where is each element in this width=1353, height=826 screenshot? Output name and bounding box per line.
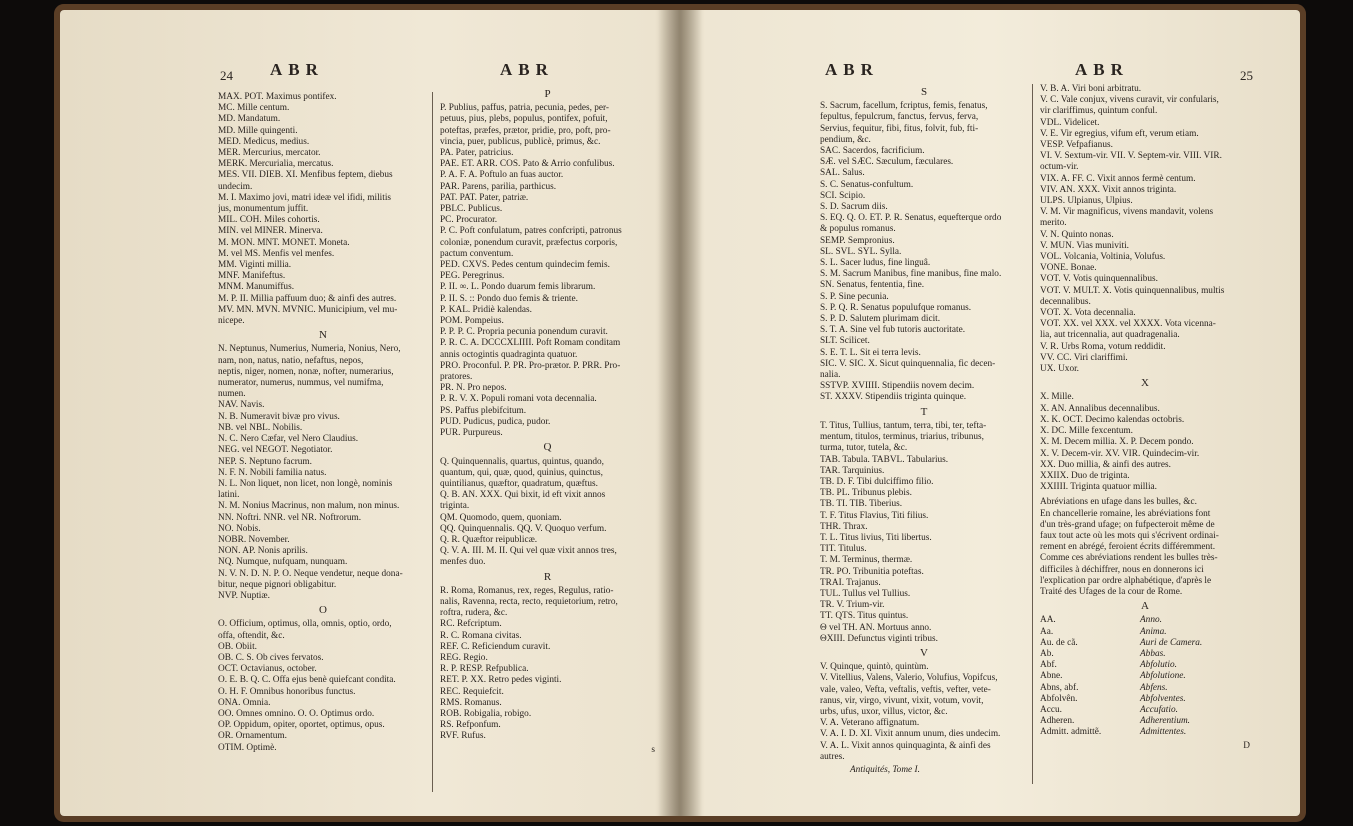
- abbreviation-cell: Abf.: [1040, 660, 1057, 671]
- entry-line: P. II. ∞. L. Pondo duarum femis librarum.: [440, 282, 596, 293]
- entry-line: nicepe.: [218, 316, 245, 327]
- entry-line: S. Sacrum, facellum, fcriptus, femis, fenatus,: [820, 101, 988, 112]
- entry-line: REC. Requiefcit.: [440, 686, 504, 697]
- entry-line: T. L. Titus livius, Titi libertus.: [820, 532, 932, 543]
- section-letter: T: [920, 405, 928, 418]
- entry-line: SAC. Sacerdos, facrificium.: [820, 146, 925, 157]
- entry-line: poteftas, præfes, prætor, pridie, pro, poft, pro-: [440, 125, 611, 136]
- entry-line: NO. Nobis.: [218, 523, 261, 534]
- entry-line: P. P. P. C. Propria pecunia ponendum curavit.: [440, 327, 608, 338]
- entry-line: N. B. Numeravit bivæ pro vivus.: [218, 411, 340, 422]
- entry-line: pratores.: [440, 372, 473, 383]
- entry-line: neptis, niger, nomen, nonæ, nofter, numerarius,: [218, 366, 394, 377]
- entry-line: ONA. Omnia.: [218, 697, 271, 708]
- right-column-2: [1040, 84, 1250, 752]
- entry-line: MNM. Manumiffus.: [218, 282, 295, 293]
- entry-line: Abréviations en ufage dans les bulles, &c.: [1040, 497, 1197, 508]
- entry-line: V. A. Veterano affignatum.: [820, 718, 920, 729]
- entry-line: TAB. Tabula. TABVL. Tabularius.: [820, 454, 949, 465]
- entry-line: OTIM. Optimè.: [218, 742, 277, 753]
- entry-line: quantum, qui, quæ, quod, quinius, quinctus,: [440, 467, 603, 478]
- table-row: [1040, 671, 1250, 682]
- entry-line: TR. V. Trium-vir.: [820, 600, 885, 611]
- entry-line: RVF. Rufus.: [440, 731, 486, 742]
- entry-line: fepultus, fepulcrum, fanctus, fervus, ferva,: [820, 112, 979, 123]
- meaning-cell: Accufatio.: [1140, 704, 1178, 715]
- entry-line: roftra, rudera, &c.: [440, 608, 508, 619]
- entry-line: MED. Medicus, medius.: [218, 136, 310, 147]
- entry-line: M. P. II. Millia paffuum duo; & ainfi des autres.: [218, 293, 397, 304]
- entry-line: RS. Refponfum.: [440, 720, 501, 731]
- entry-line: T. F. Titus Flavius, Titi filius.: [820, 510, 929, 521]
- entry-line: REG. Regio.: [440, 652, 488, 663]
- entry-line: NON. AP. Nonis aprilis.: [218, 546, 308, 557]
- entry-line: VOT. XX. vel XXX. vel XXXX. Vota vicenna-: [1040, 319, 1216, 330]
- entry-line: mentum, titulos, terminus, triarius, tribunus,: [820, 432, 984, 443]
- entry-line: SN. Senatus, fententia, fine.: [820, 280, 925, 291]
- entry-line: PBLC. Publicus.: [440, 204, 503, 215]
- abbreviation-cell: Adheren.: [1040, 716, 1075, 727]
- left-page: [60, 10, 680, 816]
- entry-line: P. R. C. A. DCCCXLIIII. Poft Romam conditam: [440, 338, 621, 349]
- entry-line: N. C. Nero Cæfar, vel Nero Claudius.: [218, 434, 359, 445]
- entry-line: NN. Noftri. NNR. vel NR. Noftrorum.: [218, 512, 362, 523]
- table-row: [1040, 716, 1250, 727]
- entry-line: MER. Mercurius, mercator.: [218, 148, 321, 159]
- meaning-cell: Adherentium.: [1140, 716, 1191, 727]
- entry-line: TB. TI. TIB. Tiberius.: [820, 499, 903, 510]
- entry-line: S. T. A. Sine vel fub tutoris auctoritate.: [820, 325, 966, 336]
- entry-line: S. P. Q. R. Senatus populufque romanus.: [820, 302, 972, 313]
- entry-line: vale, valeo, Vefta, veftalis, veftis, vefter, vete-: [820, 684, 991, 695]
- entry-line: RET. P. XX. Retro pedes viginti.: [440, 675, 562, 686]
- right-page: [680, 10, 1300, 816]
- table-row: [1040, 649, 1250, 660]
- entry-line: numen.: [218, 389, 246, 400]
- entry-line: SSTVP. XVIIII. Stipendiis novem decim.: [820, 381, 975, 392]
- entry-line: MERK. Mercurialia, mercatus.: [218, 159, 334, 170]
- entry-line: pendium, &c.: [820, 134, 871, 145]
- entry-line: & populus romanus.: [820, 224, 896, 235]
- entry-line: VOT. V. MULT. X. Votis quinquennalibus, multis: [1040, 285, 1225, 296]
- entry-line: T. M. Terminus, thermæ.: [820, 555, 913, 566]
- entry-line: numerator, numerus, nummus, vel numifma,: [218, 378, 384, 389]
- entry-line: PA. Pater, patricius.: [440, 148, 514, 159]
- entry-line: VONE. Bonae.: [1040, 263, 1097, 274]
- entry-line: ST. XXXV. Stipendiis triginta quinque.: [820, 392, 967, 403]
- entry-line: QM. Quomodo, quem, quoniam.: [440, 512, 562, 523]
- entry-line: O. Officium, optimus, olla, omnis, optio, ordo,: [218, 619, 392, 630]
- table-row: [1040, 615, 1250, 626]
- table-row: [1040, 638, 1250, 649]
- page-number-left: 24: [220, 68, 233, 83]
- entry-line: offa, oftendit, &c.: [218, 630, 285, 641]
- entry-line: MAX. POT. Maximus pontifex.: [218, 92, 337, 102]
- entry-line: triginta.: [440, 501, 470, 512]
- entry-line: ΘXIII. Defunctus viginti tribus.: [820, 633, 938, 644]
- column-rule-right: [1032, 84, 1033, 784]
- entry-line: latini.: [218, 490, 240, 501]
- entry-line: VV. CC. Viri clariffimi.: [1040, 352, 1128, 363]
- entry-line: SAL. Salus.: [820, 168, 865, 179]
- entry-line: TB. D. F. Tibi dulciffimo filio.: [820, 476, 934, 487]
- table-row: [1040, 727, 1250, 738]
- entry-line: pactum conventum.: [440, 248, 514, 259]
- entry-line: N. F. N. Nobili familia natus.: [218, 467, 327, 478]
- abbreviation-cell: Au. de cã.: [1040, 637, 1078, 648]
- entry-line: ROB. Robigalia, robigo.: [440, 708, 532, 719]
- entry-line: S. C. Senatus-confultum.: [820, 179, 914, 190]
- entry-line: S. P. Sine pecunia.: [820, 291, 889, 302]
- entry-line: SCI. Scipio.: [820, 190, 866, 201]
- entry-line: X. Mille.: [1040, 392, 1074, 403]
- entry-line: l'explication par ordre alphabétique, d'après le: [1040, 575, 1212, 586]
- entry-line: NQ. Numque, nufquam, nunquam.: [218, 557, 348, 568]
- entry-line: V. MUN. Vias muniviti.: [1040, 240, 1129, 251]
- entry-line: QQ. Quinquennalis. QQ. V. Quoquo verfum.: [440, 523, 607, 534]
- entry-line: SÆ. vel SÆC. Sæculum, fæculares.: [820, 157, 954, 168]
- abbreviation-cell: Abns, abf.: [1040, 682, 1079, 693]
- entry-line: S. L. Sacer ludus, fine linguâ.: [820, 258, 931, 269]
- entry-line: MNF. Manifeftus.: [218, 271, 286, 282]
- entry-line: P. A. F. A. Poftulo an fuas auctor.: [440, 170, 564, 181]
- entry-line: P. C. Poft confulatum, patres confcripti, patronus: [440, 226, 622, 237]
- entry-line: REF. C. Reficiendum curavit.: [440, 641, 551, 652]
- entry-line: RMS. Romanus.: [440, 697, 502, 708]
- entry-line: vincia, puer, publicus, publicè, primus, &c.: [440, 136, 601, 147]
- entry-line: V. C. Vale conjux, vivens curavit, vir confularis,: [1040, 95, 1219, 106]
- entry-line: S. M. Sacrum Manibus, fine manibus, fine malo.: [820, 269, 1002, 280]
- entry-line: MV. MN. MVN. MVNIC. Municipium, vel mu-: [218, 304, 398, 315]
- entry-line: MD. Mandatum.: [218, 114, 281, 125]
- meaning-cell: Anima.: [1140, 626, 1167, 637]
- entry-line: faux tout acte où les mots qui s'écrivent ordinai-: [1040, 530, 1219, 541]
- entry-line: Q. R. Quæftor reipublicæ.: [440, 534, 538, 545]
- entry-line: VI. V. Sextum-vir. VII. V. Septem-vir. VIII. VIR.: [1040, 151, 1222, 162]
- entry-line: petuus, pius, plebs, populus, pontifex, pofuit,: [440, 114, 608, 125]
- entry-line: P. II. S. :: Pondo duo femis & triente.: [440, 293, 578, 304]
- entry-line: undecim.: [218, 181, 253, 192]
- entry-line: NVP. Nuptiæ.: [218, 590, 270, 601]
- entry-line: TR. PO. Tribunitia poteftas.: [820, 566, 924, 577]
- entry-line: OO. Omnes omnino. O. O. Optimus ordo.: [218, 708, 375, 719]
- abbreviation-table: [1040, 615, 1250, 738]
- entry-line: MIL. COH. Miles cohortis.: [218, 215, 320, 226]
- entry-line: V. A. I. D. XI. Vixit annum unum, dies undecim.: [820, 729, 1001, 740]
- left-column-1: [218, 92, 428, 754]
- entry-line: MIN. vel MINER. Minerva.: [218, 226, 323, 237]
- table-row: [1040, 705, 1250, 716]
- entry-line: urbs, ufus, uxor, villus, victor, &c.: [820, 706, 948, 717]
- section-letter: Q: [543, 441, 552, 454]
- open-book: [60, 10, 1300, 816]
- entry-line: S. EQ. Q. O. ET. P. R. Senatus, equefterque ordo: [820, 213, 1002, 224]
- entry-line: M. vel MS. Menfis vel menfes.: [218, 248, 335, 259]
- entry-line: autres.: [820, 751, 845, 762]
- entry-line: jus, monumentum juffit.: [218, 204, 309, 215]
- volume-footer: Antiquités, Tome I.: [850, 764, 920, 775]
- entry-line: VOT. V. Votis quinquennalibus.: [1040, 274, 1158, 285]
- entry-line: OB. Obiit.: [218, 641, 257, 652]
- entry-line: PED. CXVS. Pedes centum quindecim femis.: [440, 260, 610, 271]
- entry-line: TB. PL. Tribunus plebis.: [820, 488, 912, 499]
- entry-line: X. K. OCT. Decimo kalendas octobris.: [1040, 414, 1185, 425]
- entry-line: N. M. Nonius Macrinus, non malum, non minus.: [218, 501, 400, 512]
- entry-line: VOL. Volcania, Voltinia, Volufus.: [1040, 252, 1166, 263]
- entry-line: quintilianus, quæftor, quadratum, quæftus.: [440, 478, 598, 489]
- right-column-1: [820, 84, 1028, 776]
- meaning-cell: Anno.: [1140, 615, 1162, 626]
- entry-line: PRO. Proconful. P. PR. Pro-prætor. P. PRR. Pro-: [440, 360, 621, 371]
- entry-line: VESP. Vefpafianus.: [1040, 140, 1113, 151]
- signature-mark: s: [651, 744, 655, 755]
- entry-line: ranus, vir, virgo, vivunt, vixit, votum, vovit,: [820, 695, 984, 706]
- entry-line: N. Neptunus, Numerius, Numeria, Nonius, Nero,: [218, 344, 401, 355]
- entry-line: NEP. S. Neptuno facrum.: [218, 456, 312, 467]
- running-head-left-col2: ABR: [500, 60, 554, 79]
- entry-line: O. E. B. Q. C. Offa ejus benè quiefcant condita.: [218, 675, 396, 686]
- entry-line: V. Quinque, quintò, quintùm.: [820, 662, 929, 673]
- entry-line: P. R. V. X. Populi romani vota decennalia.: [440, 394, 597, 405]
- entry-line: T. Titus, Tullius, tantum, terra, tibi, ter, tefta-: [820, 420, 987, 431]
- section-letter: R: [543, 570, 552, 583]
- entry-line: ULPS. Ulpianus, Ulpius.: [1040, 196, 1133, 207]
- entry-line: TUL. Tullus vel Tullius.: [820, 588, 911, 599]
- entry-line: XX. Duo millia, & ainfi des autres.: [1040, 459, 1171, 470]
- entry-line: THR. Thrax.: [820, 521, 868, 532]
- table-row: [1040, 683, 1250, 694]
- meaning-cell: Auri de Camera.: [1140, 637, 1203, 648]
- entry-line: PS. Paffus plebifcitum.: [440, 405, 527, 416]
- entry-line: TAR. Tarquinius.: [820, 465, 885, 476]
- entry-line: XXIIX. Duo de triginta.: [1040, 470, 1130, 481]
- entry-line: M. I. Maximo jovi, matri ideæ vel ifidi, militis: [218, 192, 392, 203]
- entry-line: PAT. PAT. Pater, patriæ.: [440, 192, 529, 203]
- entry-line: RC. Refcriptum.: [440, 619, 502, 630]
- entry-line: S. P. D. Salutem plurimam dicit.: [820, 314, 941, 325]
- entry-line: menfes duo.: [440, 557, 486, 568]
- entry-line: rement en abrégé, feroient écrits différemment.: [1040, 542, 1216, 553]
- entry-line: OCT. Octavianus, october.: [218, 664, 317, 675]
- section-letter: N: [319, 329, 327, 342]
- signature-mark: D: [1243, 740, 1250, 751]
- entry-line: Servius, fequitur, fibi, fitus, folvit, fub, fti-: [820, 123, 979, 134]
- entry-line: merito.: [1040, 218, 1067, 229]
- entry-line: N. L. Non liquet, non licet, non longè, nominis: [218, 478, 393, 489]
- entry-line: X. DC. Mille fexcentum.: [1040, 426, 1133, 437]
- entry-line: PUR. Purpureus.: [440, 428, 503, 439]
- abbreviation-cell: Abne.: [1040, 671, 1063, 682]
- entry-line: PR. N. Pro nepos.: [440, 383, 507, 394]
- section-letter: V: [920, 646, 928, 659]
- table-row: [1040, 660, 1250, 671]
- section-letter: A: [1141, 600, 1149, 613]
- entry-line: annis octogintis quadraginta quatuor.: [440, 349, 578, 360]
- abbreviation-cell: Aa.: [1040, 626, 1054, 637]
- entry-line: OP. Oppidum, opiter, oportet, optimus, opus.: [218, 720, 385, 731]
- meaning-cell: Abfolutione.: [1140, 671, 1186, 682]
- entry-line: SL. SVL. SYL. Sylla.: [820, 246, 902, 257]
- entry-line: nam, non, natus, natio, nefaftus, nepos,: [218, 355, 364, 366]
- entry-line: Comme ces abréviations rendent les bulles très-: [1040, 553, 1218, 564]
- entry-line: Θ vel TH. AN. Mortuus anno.: [820, 622, 932, 633]
- entry-line: VOT. X. Vota decennalia.: [1040, 308, 1136, 319]
- entry-line: En chancellerie romaine, les abréviations font: [1040, 508, 1211, 519]
- entry-line: R. P. RESP. Refpublica.: [440, 664, 529, 675]
- entry-line: VDL. Videlicet.: [1040, 117, 1100, 128]
- meaning-cell: Abbas.: [1140, 648, 1166, 659]
- entry-line: P. Publius, paffus, patria, pecunia, pedes, per-: [440, 103, 610, 114]
- entry-line: X. M. Decem millia. X. P. Decem pondo.: [1040, 437, 1194, 448]
- meaning-cell: Admittentes.: [1140, 727, 1187, 738]
- entry-line: S. E. T. L. Sit ei terra levis.: [820, 347, 921, 358]
- abbreviation-cell: Abfolvên.: [1040, 693, 1078, 704]
- entry-line: X. V. Decem-vir. XV. VIR. Quindecim-vir.: [1040, 448, 1200, 459]
- column-rule-left: [432, 92, 433, 792]
- entry-line: NAV. Navis.: [218, 400, 265, 411]
- left-column-2: [440, 86, 655, 756]
- entry-line: PAE. ET. ARR. COS. Pato & Arrio confulibus.: [440, 159, 615, 170]
- entry-line: turma, tutor, tutela, &c.: [820, 443, 908, 454]
- entry-line: OB. C. S. Ob cives fervatos.: [218, 652, 324, 663]
- entry-line: vir clariffimus, quintum conful.: [1040, 106, 1158, 117]
- entry-line: R. C. Romana civitas.: [440, 630, 522, 641]
- entry-line: R. Roma, Romanus, rex, reges, Regulus, ratio-: [440, 585, 614, 596]
- entry-line: TIT. Titulus.: [820, 544, 867, 555]
- entry-line: PEG. Peregrinus.: [440, 271, 505, 282]
- entry-line: SIC. V. SIC. X. Sicut quinquennalia, fic decen-: [820, 358, 996, 369]
- entry-line: MC. Mille centum.: [218, 103, 290, 114]
- entry-line: X. AN. Annalibus decennalibus.: [1040, 403, 1160, 414]
- entry-line: TT. QTS. Titus quintus.: [820, 611, 909, 622]
- entry-line: nalia.: [820, 370, 841, 381]
- entry-line: UX. Uxor.: [1040, 364, 1079, 375]
- section-letter: O: [319, 604, 327, 617]
- entry-line: POM. Pompeius.: [440, 316, 504, 327]
- entry-line: SEMP. Sempronius.: [820, 235, 895, 246]
- entry-line: Q. B. AN. XXX. Qui bixit, id eft vixit annos: [440, 490, 606, 501]
- abbreviation-cell: Ab.: [1040, 648, 1054, 659]
- abbreviation-cell: Admitt. admittẽ.: [1040, 727, 1102, 738]
- meaning-cell: Abfolutio.: [1140, 660, 1177, 671]
- entry-line: PUD. Pudicus, pudica, pudor.: [440, 416, 551, 427]
- entry-line: PAR. Parens, parilia, parthicus.: [440, 181, 557, 192]
- entry-line: coloniæ, ponendum curavit, præfectus corporis,: [440, 237, 618, 248]
- entry-line: lia, aut tricennalia, aut quadragenalia.: [1040, 330, 1180, 341]
- entry-line: SLT. Scilicet.: [820, 336, 870, 347]
- entry-line: O. H. F. Omnibus honoribus functus.: [218, 686, 356, 697]
- entry-line: V. A. L. Vixit annos quinquaginta, & ainfi des: [820, 740, 991, 751]
- running-head-right-col2: ABR: [1075, 60, 1129, 79]
- entry-line: Q. V. A. III. M. II. Qui vel quæ vixit annos tres,: [440, 546, 617, 557]
- table-row: [1040, 694, 1250, 705]
- meaning-cell: Abfens.: [1140, 682, 1168, 693]
- section-letter: X: [1141, 377, 1149, 390]
- meaning-cell: Abfolventes.: [1140, 693, 1186, 704]
- abbreviation-cell: AA.: [1040, 615, 1056, 626]
- entry-line: MD. Mille quingenti.: [218, 125, 298, 136]
- entry-line: difficiles à déchiffrer, nous en donnerons ici: [1040, 564, 1204, 575]
- entry-line: V. N. Quinto nonas.: [1040, 229, 1114, 240]
- section-letter: P: [544, 88, 551, 100]
- entry-line: decennalibus.: [1040, 296, 1091, 307]
- running-head-left: ABR: [270, 60, 324, 79]
- entry-line: V. B. A. Viri boni arbitratu.: [1040, 84, 1142, 94]
- entry-line: TRAI. Trajanus.: [820, 577, 881, 588]
- entry-line: NB. vel NBL. Nobilis.: [218, 422, 303, 433]
- entry-line: V. R. Urbs Roma, votum reddidit.: [1040, 341, 1166, 352]
- entry-line: N. V. N. D. N. P. O. Neque vendetur, neque dona-: [218, 568, 403, 579]
- entry-line: VIX. A. FF. C. Vixit annos fermè centum.: [1040, 173, 1196, 184]
- entry-line: NEG. vel NEGOT. Negotiator.: [218, 445, 333, 456]
- entry-line: d'un très-grand ufage; on fufpecteroit même de: [1040, 519, 1215, 530]
- entry-line: V. M. Vir magnificus, vivens mandavit, volens: [1040, 207, 1214, 218]
- entry-line: P. KAL. Pridiè kalendas.: [440, 304, 532, 315]
- table-row: [1040, 627, 1250, 638]
- entry-line: Traité des Ufages de la cour de Rome.: [1040, 586, 1183, 597]
- page-number-right: 25: [1240, 68, 1253, 83]
- entry-line: NOBR. November.: [218, 534, 290, 545]
- entry-line: XXIIII. Triginta quatuor millia.: [1040, 482, 1157, 493]
- entry-line: bitur, neque pignori obligabitur.: [218, 579, 337, 590]
- abbreviation-cell: Accu.: [1040, 704, 1062, 715]
- entry-line: Q. Quinquennalis, quartus, quintus, quando,: [440, 456, 604, 467]
- entry-line: OR. Ornamentum.: [218, 731, 287, 742]
- entry-line: octum-vir.: [1040, 162, 1079, 173]
- bulles-paragraph: [1040, 497, 1250, 598]
- entry-line: PC. Procurator.: [440, 215, 498, 226]
- entry-line: V. E. Vir egregius, vifum eft, verum etiam.: [1040, 128, 1199, 139]
- entry-line: MES. VII. DIEB. XI. Menfibus feptem, diebus: [218, 170, 393, 181]
- section-letter: S: [920, 86, 928, 98]
- running-head-right: ABR: [825, 60, 879, 79]
- entry-line: V. Vitellius, Valens, Valerio, Volufius, Vopifcus,: [820, 673, 998, 684]
- entry-line: MM. Viginti millia.: [218, 260, 292, 271]
- entry-line: S. D. Sacrum diis.: [820, 202, 888, 213]
- entry-line: M. MON. MNT. MONET. Moneta.: [218, 237, 350, 248]
- entry-line: VIV. AN. XXX. Vixit annos triginta.: [1040, 184, 1177, 195]
- entry-line: nalis, Ravenna, recta, recto, requietorium, retro,: [440, 596, 618, 607]
